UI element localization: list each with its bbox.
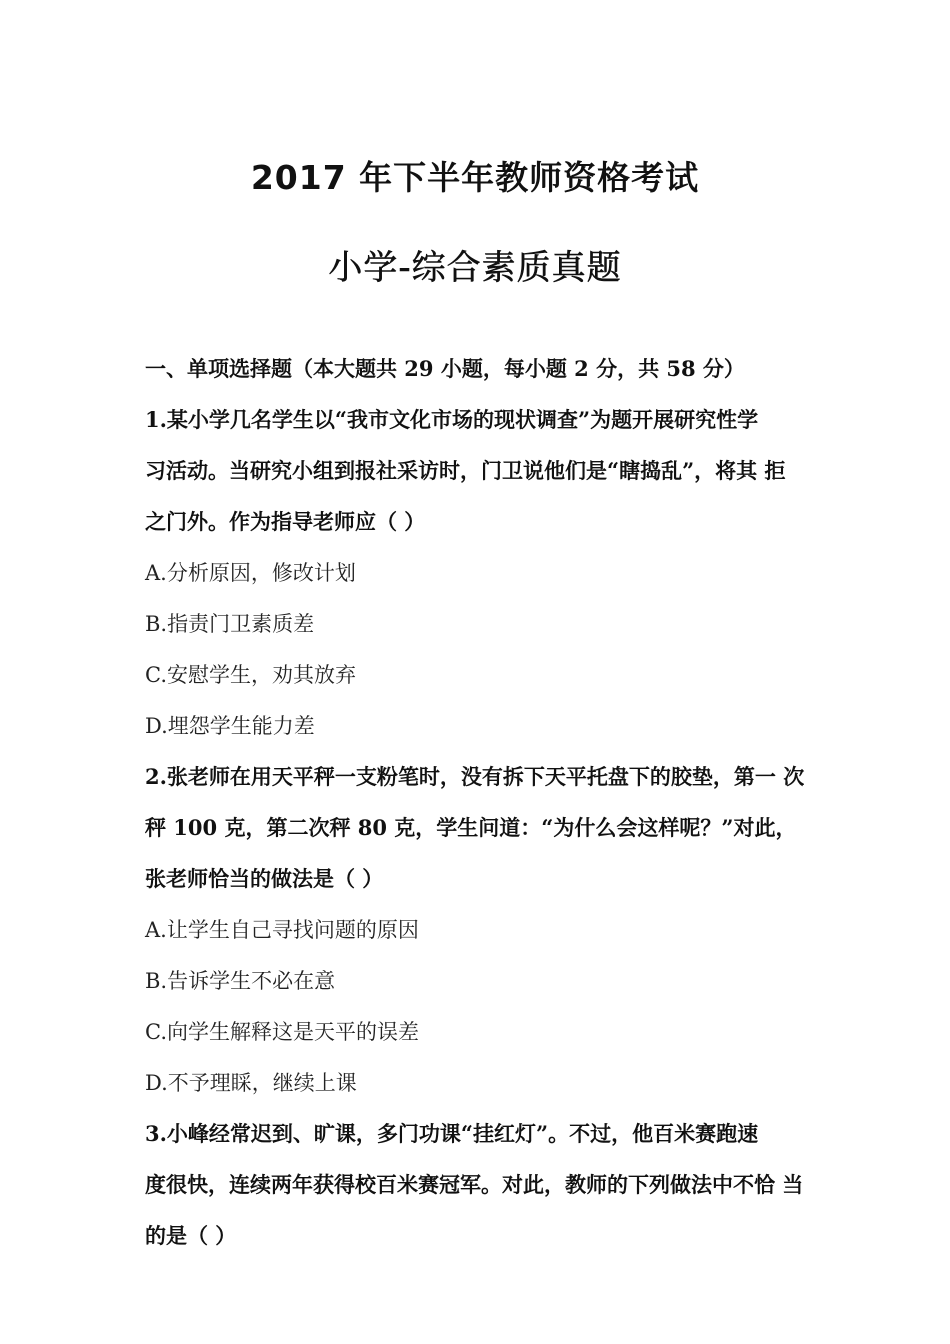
question-3-stem-line-2: 度很快，连续两年获得校百米赛冠军。对此，教师的下列做法中不恰 当 — [145, 1172, 804, 1197]
question-2-option-b: B.告诉学生不必在意 — [145, 969, 336, 993]
question-1-option-b: B.指责门卫素质差 — [145, 612, 315, 636]
question-2-option-a: A.让学生自己寻找问题的原因 — [145, 918, 419, 942]
exam-subtitle: 小学-综合素质真题 — [328, 248, 622, 288]
section-heading: 一、单项选择题（本大题共 29 小题，每小题 2 分，共 58 分） — [145, 356, 745, 381]
question-2-option-c: C.向学生解释这是天平的误差 — [145, 1020, 419, 1044]
question-1-stem-line-3: 之门外。作为指导老师应（ ） — [145, 509, 426, 534]
exam-title: 2017 年下半年教师资格考试 — [250, 158, 700, 197]
question-1-option-c: C.安慰学生，劝其放弃 — [145, 663, 356, 687]
question-1-stem-line-2: 习活动。当研究小组到报社采访时，门卫说他们是“瞎捣乱”，将其 拒 — [145, 458, 786, 483]
question-2-stem-line-3: 张老师恰当的做法是（ ） — [145, 866, 384, 891]
question-2-option-d: D.不予理睬，继续上课 — [145, 1071, 357, 1095]
question-1-option-a: A.分析原因，修改计划 — [145, 561, 356, 585]
question-3-stem-line-1: 3.小峰经常迟到、旷课，多门功课“挂红灯”。不过，他百米赛跑速 — [145, 1121, 759, 1146]
question-1-stem-line-1: 1.某小学几名学生以“我市文化市场的现状调查”为题开展研究性学 — [145, 407, 759, 432]
question-2-stem-line-2: 秤 100 克，第二次秤 80 克，学生问道：“为什么会这样呢？”对此， — [145, 815, 797, 840]
question-1-option-d: D.埋怨学生能力差 — [145, 714, 315, 738]
question-3-stem-line-3: 的是（ ） — [145, 1223, 237, 1248]
question-2-stem-line-1: 2.张老师在用天平秤一支粉笔时，没有拆下天平托盘下的胶垫，第一 次 — [145, 764, 805, 789]
